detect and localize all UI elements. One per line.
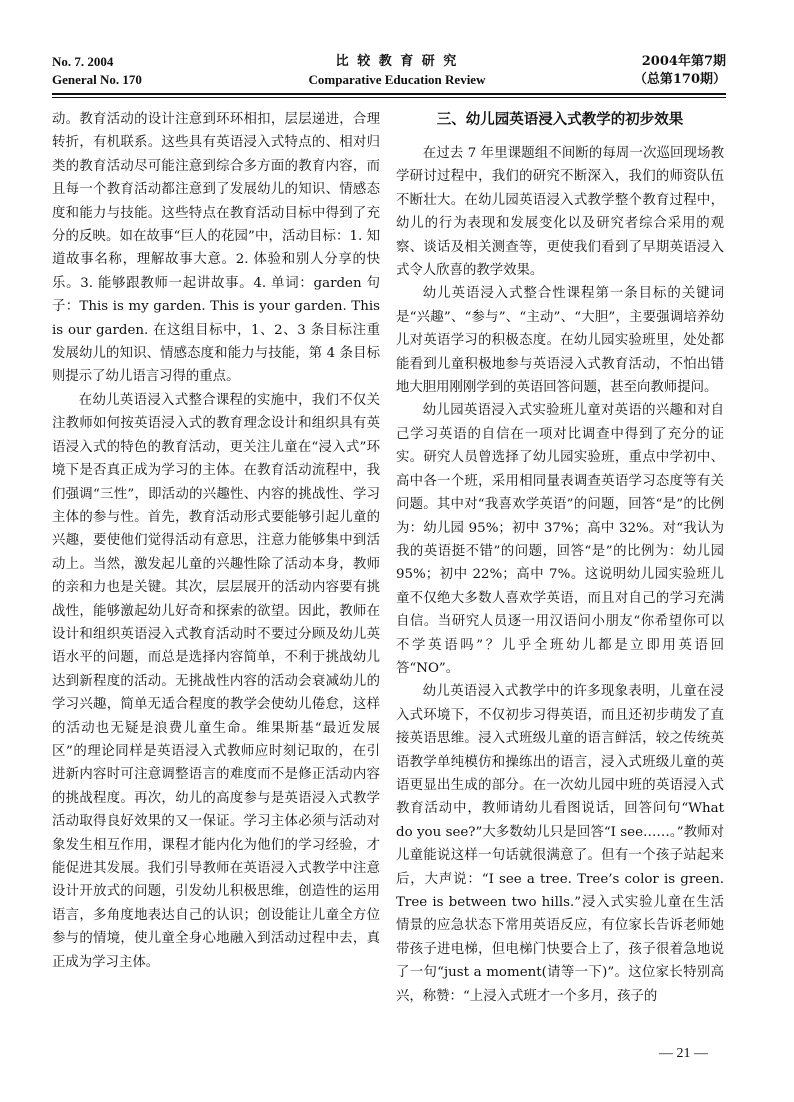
right-paragraph-3: 幼儿园英语浸入式实验班儿童对英语的兴趣和对自己学习英语的自信在一项对比调查中得到了充分的证实。研究人员曾选择了幼儿园实验班，重点中学初中、高中各一个班，采用相同量表调查英语学习态度等有关问题。其中对“我喜欢学英语”的问题，回答“是”的比例为：幼儿园 95%；初中 37%；高中 32%。对“我认为我的英语挺不错”的问题，回答“是”的比例为：幼儿园 95%；初中 22%；高中 7%。这说明幼儿园实验班儿童不仅绝大多数人喜欢学英语，而且对自己的学习充满自信。当研究人员逐一用汉语问小朋友“你希望你可以不学英语吗”？儿乎全班幼儿都是立即用英语回答“NO”。 bbox=[396, 403, 724, 676]
total-issue: （总第170期） bbox=[633, 72, 726, 87]
right-column bbox=[396, 108, 724, 1008]
right-paragraph-4: 幼儿英语浸入式教学中的许多现象表明，儿童在浸入式环境下，不仅初步习得英语，而且还初步萌发了直接英语思维。浸入式班级儿童的语言鲜活，较之传统英语教学单纯模仿和操练出的语言，浸入式班级儿童的英语更显出生成的部分。在一次幼儿园中班的英语浸入式教育活动中，教师请幼儿看图说话，回答问句“What do you see?”大多数幼儿只是回答“I see……。”教师对儿童能说这样一句话就很满意了。但有一个孩子站起来后，大声说：“I see a tree. Tree’s color is green. Tree is between two hills.”浸入式实验儿童在生活情景的应急状态下常用英语反应，有位家长告诉老师她带孩子进电梯，但电梯门快要合上了，孩子很着急地说了一句“just a moment(请等一下)”。这位家长特别高兴，称赞：“上浸入式班才一个多月，孩子的 bbox=[396, 684, 724, 1004]
header-rule-thick bbox=[52, 93, 726, 95]
general-number: General No. 170 bbox=[52, 72, 142, 87]
issue-number: No. 7. 2004 bbox=[52, 54, 114, 69]
right-paragraph-2: 幼儿英语浸入式整合性课程第一条目标的关键词是“兴趣”、“参与”、“主动”、“大胆”，主要强调培养幼儿对英语学习的积极态度。在幼儿园实验班里，处处都能看到儿童积极地参与英语浸入式教育活动，不怕出错地大胆用刚刚学到的英语回答问题，甚至向教师提问。 bbox=[396, 286, 724, 396]
left-paragraph-2: 在幼儿英语浸入式整合课程的实施中，我们不仅关注教师如何按英语浸入式的教育理念设计和组织具有英语浸入式的特色的教育活动，更关注儿童在“浸入式”环境下是否真正成为学习的主体。在教育活动流程中，我们强调“三性”，即活动的兴趣性、内容的挑战性、学习主体的参与性。首先，教育活动形式要能够引起儿童的兴趣，要使他们觉得活动有意思，注意力能够集中到活动上。当然，激发起儿童的兴趣性除了活动本身，教师的亲和力也是关键。其次，层层展开的活动内容要有挑战性，能够激起幼儿好奇和探索的欲望。因此，教师在设计和组织英语浸入式教育活动时不要过分顾及幼儿英语水平的问题，而总是选择内容简单，不利于挑战幼儿达到新程度的活动。无挑战性内容的活动会衰减幼儿的学习兴趣，简单无适合程度的教学会使幼儿倦怠，这样的活动也无疑是浪费儿童生命。维果斯基“最近发展区”的理论同样是英语浸入式教师应时刻记取的，在引进新内容时可注意调整语言的难度而不是修正活动内容的挑战程度。再次，幼儿的高度参与是英语浸入式教学活动取得良好效果的又一保证。学习主体必须与活动对象发生相互作用，课程才能内化为他们的学习经验，才能促进其发展。我们引导教师在英语浸入式教学中注意设计开放式的问题，引发幼儿积极思维，创造性的运用语言，多角度地表达自己的认识；创设能让儿童全方位参与的情境，使儿童全身心地融入到活动过程中去，真正成为学习主体。 bbox=[52, 392, 380, 970]
header-rule-thin bbox=[52, 97, 726, 98]
year-issue: 2004年第7期 bbox=[641, 54, 726, 69]
left-column bbox=[52, 108, 380, 974]
right-paragraph-1: 在过去 7 年里课题组不间断的每周一次巡回现场教学研讨过程中，我们的研究不断深入，我们的师资队伍不断壮大。在幼儿园英语浸入式教学整个教育过程中，幼儿的行为表现和发展变化以及研究者综合采用的观察、谈话及相关测查等，更使我们看到了早期英语浸入式令人欣喜的教学效果。 bbox=[396, 146, 724, 279]
journal-title-en: Comparative Education Review bbox=[308, 72, 486, 87]
section-heading: 三、幼儿园英语浸入式教学的初步效果 bbox=[436, 112, 684, 128]
left-paragraph-1: 动。教育活动的设计注意到环环相扣，层层递进，合理转折，有机联系。这些具有英语浸入式特点的、相对归类的教育活动尽可能注意到综合多方面的教育内容，而且每一个教育活动都注意到了发展幼儿的知识、情感态度和能力与技能。这些特点在教育活动目标中得到了充分的反映。如在故事“巨人的花园”中，活动目标：1. 知道故事名称，理解故事大意。2. 体验和别人分享的快乐。3. 能够跟教师一起讲故事。4. 单词：garden 句子：This is my garden. This is your garden. This is our garden. 在这组目标中，1、2、3 条目标注重发展幼儿的知识、情感态度和能力与技能，第 4 条目标则提示了幼儿语言习得的重点。 bbox=[52, 112, 380, 385]
page-number: — 21 — bbox=[659, 1046, 708, 1061]
journal-title-cn: 比 较 教 育 研 究 bbox=[335, 54, 459, 69]
